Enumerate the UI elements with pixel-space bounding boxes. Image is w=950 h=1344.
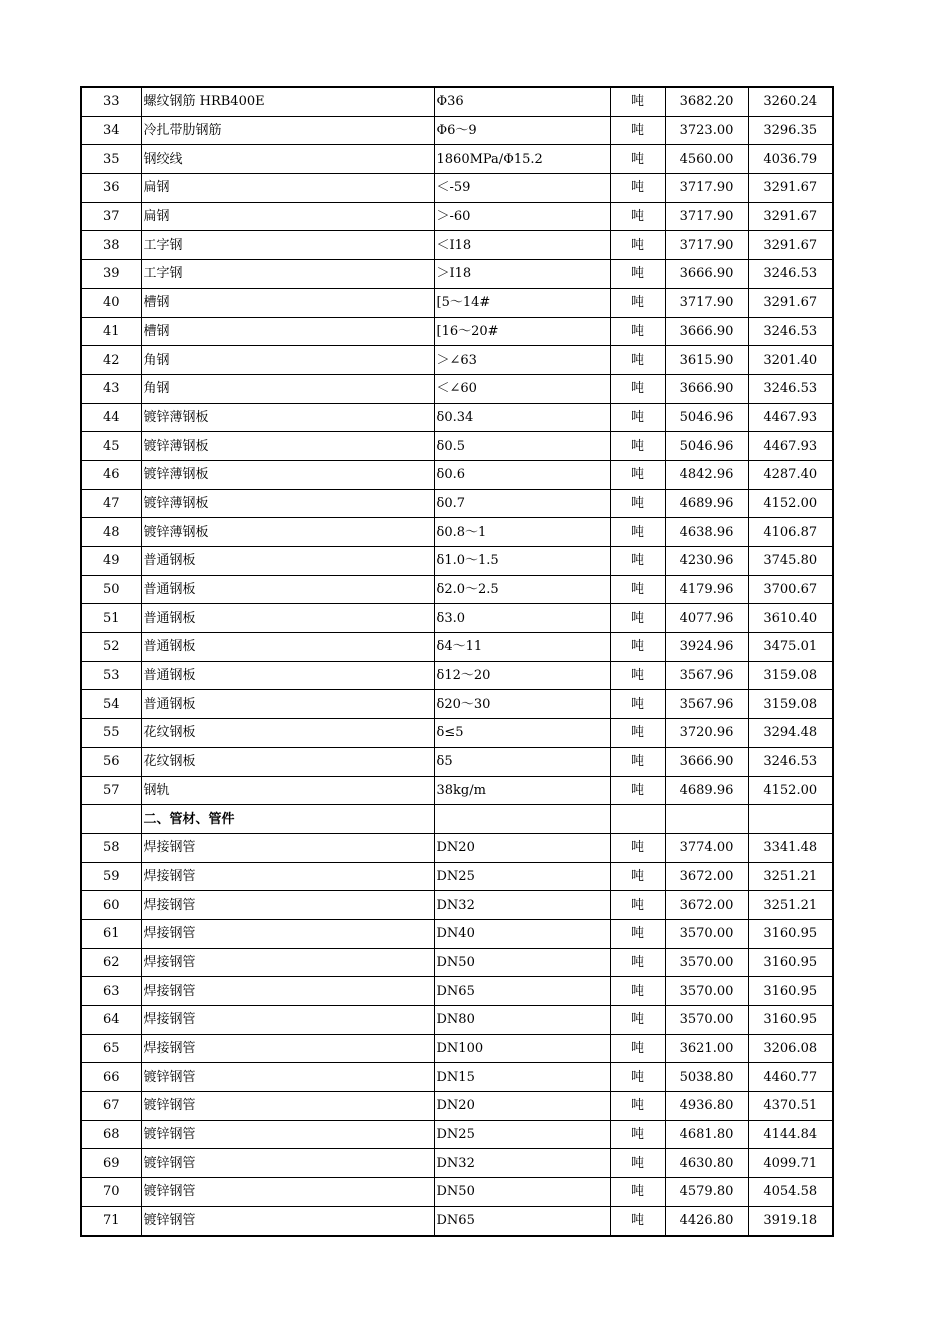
table-row: [81, 891, 833, 920]
unit-cell: 吨: [610, 1149, 665, 1178]
price-tax-excluded-cell: 3246.53: [748, 260, 833, 289]
material-name-cell: 镀锌钢管: [141, 1149, 434, 1178]
material-name-cell: 钢轨: [141, 776, 434, 805]
unit-cell: 吨: [610, 174, 665, 203]
unit-cell: 吨: [610, 1206, 665, 1235]
section-header-row: [81, 805, 833, 834]
price-tax-excluded-cell: 4152.00: [748, 776, 833, 805]
price-tax-included-cell: 3723.00: [665, 116, 748, 145]
unit-cell: 吨: [610, 747, 665, 776]
row-number-cell: 38: [81, 231, 141, 260]
price-tax-excluded-cell: [748, 805, 833, 834]
price-tax-included-cell: 3774.00: [665, 833, 748, 862]
price-tax-included-cell: 4230.96: [665, 547, 748, 576]
specification-cell: δ≤5: [434, 719, 610, 748]
row-number-cell: 39: [81, 260, 141, 289]
material-name-cell: 工字钢: [141, 260, 434, 289]
row-number-cell: 34: [81, 116, 141, 145]
price-tax-excluded-cell: 3260.24: [748, 87, 833, 116]
table-row: [81, 174, 833, 203]
specification-cell: ＜∠60: [434, 374, 610, 403]
row-number-cell: 48: [81, 518, 141, 547]
price-tax-included-cell: 4579.80: [665, 1178, 748, 1207]
row-number-cell: 68: [81, 1120, 141, 1149]
table-row: [81, 1034, 833, 1063]
specification-cell: DN32: [434, 891, 610, 920]
table-row: [81, 231, 833, 260]
row-number-cell: 66: [81, 1063, 141, 1092]
price-tax-excluded-cell: 4144.84: [748, 1120, 833, 1149]
unit-cell: 吨: [610, 288, 665, 317]
unit-cell: 吨: [610, 145, 665, 174]
price-tax-included-cell: 4936.80: [665, 1092, 748, 1121]
table-row: [81, 919, 833, 948]
row-number-cell: [81, 805, 141, 834]
row-number-cell: 52: [81, 633, 141, 662]
row-number-cell: 49: [81, 547, 141, 576]
table-row: [81, 719, 833, 748]
table-row: [81, 1063, 833, 1092]
material-name-cell: 镀锌钢管: [141, 1178, 434, 1207]
price-tax-included-cell: 3717.90: [665, 288, 748, 317]
price-tax-included-cell: 3666.90: [665, 317, 748, 346]
row-number-cell: 59: [81, 862, 141, 891]
price-tax-excluded-cell: 3201.40: [748, 346, 833, 375]
row-number-cell: 63: [81, 977, 141, 1006]
row-number-cell: 43: [81, 374, 141, 403]
material-name-cell: 二、管材、管件: [141, 805, 434, 834]
material-name-cell: 镀锌钢管: [141, 1063, 434, 1092]
price-tax-excluded-cell: 4467.93: [748, 432, 833, 461]
unit-cell: 吨: [610, 948, 665, 977]
price-table-body: [81, 87, 833, 1236]
unit-cell: 吨: [610, 518, 665, 547]
price-tax-excluded-cell: 4036.79: [748, 145, 833, 174]
material-name-cell: 镀锌钢管: [141, 1092, 434, 1121]
specification-cell: δ0.8～1: [434, 518, 610, 547]
table-row: [81, 1092, 833, 1121]
table-row: [81, 374, 833, 403]
price-tax-excluded-cell: 3206.08: [748, 1034, 833, 1063]
price-tax-included-cell: 4681.80: [665, 1120, 748, 1149]
row-number-cell: 47: [81, 489, 141, 518]
unit-cell: 吨: [610, 231, 665, 260]
specification-cell: DN32: [434, 1149, 610, 1178]
price-tax-excluded-cell: 3291.67: [748, 231, 833, 260]
specification-cell: DN15: [434, 1063, 610, 1092]
table-row: [81, 460, 833, 489]
price-tax-included-cell: 3717.90: [665, 174, 748, 203]
price-tax-included-cell: 3672.00: [665, 891, 748, 920]
unit-cell: 吨: [610, 403, 665, 432]
price-tax-excluded-cell: 4054.58: [748, 1178, 833, 1207]
material-name-cell: 镀锌钢管: [141, 1206, 434, 1235]
specification-cell: δ4～11: [434, 633, 610, 662]
material-name-cell: 工字钢: [141, 231, 434, 260]
price-tax-included-cell: 3717.90: [665, 231, 748, 260]
material-name-cell: 镀锌薄钢板: [141, 489, 434, 518]
row-number-cell: 64: [81, 1006, 141, 1035]
specification-cell: δ0.7: [434, 489, 610, 518]
material-name-cell: 普通钢板: [141, 633, 434, 662]
specification-cell: DN40: [434, 919, 610, 948]
unit-cell: 吨: [610, 460, 665, 489]
price-tax-included-cell: 4689.96: [665, 776, 748, 805]
unit-cell: 吨: [610, 432, 665, 461]
row-number-cell: 69: [81, 1149, 141, 1178]
unit-cell: 吨: [610, 1120, 665, 1149]
price-tax-included-cell: 3615.90: [665, 346, 748, 375]
price-tax-included-cell: 3720.96: [665, 719, 748, 748]
material-name-cell: 扁钢: [141, 174, 434, 203]
unit-cell: [610, 805, 665, 834]
table-row: [81, 317, 833, 346]
price-tax-excluded-cell: 3291.67: [748, 202, 833, 231]
table-row: [81, 1006, 833, 1035]
specification-cell: δ0.34: [434, 403, 610, 432]
price-tax-excluded-cell: 3700.67: [748, 575, 833, 604]
price-tax-included-cell: 5046.96: [665, 403, 748, 432]
unit-cell: 吨: [610, 346, 665, 375]
row-number-cell: 35: [81, 145, 141, 174]
unit-cell: 吨: [610, 260, 665, 289]
table-row: [81, 403, 833, 432]
specification-cell: DN25: [434, 1120, 610, 1149]
price-tax-excluded-cell: 3160.95: [748, 977, 833, 1006]
table-row: [81, 633, 833, 662]
specification-cell: δ5: [434, 747, 610, 776]
material-name-cell: 镀锌薄钢板: [141, 403, 434, 432]
row-number-cell: 37: [81, 202, 141, 231]
material-name-cell: 普通钢板: [141, 575, 434, 604]
unit-cell: 吨: [610, 604, 665, 633]
row-number-cell: 54: [81, 690, 141, 719]
material-name-cell: 焊接钢管: [141, 833, 434, 862]
material-name-cell: 普通钢板: [141, 661, 434, 690]
price-tax-excluded-cell: 3160.95: [748, 919, 833, 948]
unit-cell: 吨: [610, 116, 665, 145]
price-tax-included-cell: 3666.90: [665, 747, 748, 776]
specification-cell: ＜Ⅰ18: [434, 231, 610, 260]
table-row: [81, 747, 833, 776]
material-name-cell: 焊接钢管: [141, 948, 434, 977]
specification-cell: [434, 805, 610, 834]
price-tax-included-cell: 5038.80: [665, 1063, 748, 1092]
specification-cell: Φ6～9: [434, 116, 610, 145]
unit-cell: 吨: [610, 690, 665, 719]
unit-cell: 吨: [610, 1006, 665, 1035]
price-tax-included-cell: 5046.96: [665, 432, 748, 461]
specification-cell: δ1.0～1.5: [434, 547, 610, 576]
price-tax-included-cell: 3666.90: [665, 260, 748, 289]
unit-cell: 吨: [610, 489, 665, 518]
specification-cell: DN20: [434, 1092, 610, 1121]
table-row: [81, 260, 833, 289]
price-tax-excluded-cell: 4287.40: [748, 460, 833, 489]
unit-cell: 吨: [610, 202, 665, 231]
price-tax-included-cell: 3567.96: [665, 661, 748, 690]
price-tax-included-cell: 3570.00: [665, 977, 748, 1006]
price-tax-included-cell: 3666.90: [665, 374, 748, 403]
price-tax-excluded-cell: 4099.71: [748, 1149, 833, 1178]
specification-cell: DN100: [434, 1034, 610, 1063]
price-tax-included-cell: 3682.20: [665, 87, 748, 116]
specification-cell: δ3.0: [434, 604, 610, 633]
table-row: [81, 1206, 833, 1235]
specification-cell: ＞Ⅰ18: [434, 260, 610, 289]
material-name-cell: 焊接钢管: [141, 862, 434, 891]
price-tax-excluded-cell: 3610.40: [748, 604, 833, 633]
unit-cell: 吨: [610, 862, 665, 891]
price-tax-included-cell: 4842.96: [665, 460, 748, 489]
unit-cell: 吨: [610, 1034, 665, 1063]
material-name-cell: 镀锌薄钢板: [141, 432, 434, 461]
unit-cell: 吨: [610, 719, 665, 748]
unit-cell: 吨: [610, 1063, 665, 1092]
specification-cell: DN50: [434, 948, 610, 977]
price-tax-included-cell: 4638.96: [665, 518, 748, 547]
table-row: [81, 575, 833, 604]
price-tax-included-cell: 4077.96: [665, 604, 748, 633]
table-row: [81, 948, 833, 977]
specification-cell: ＞-60: [434, 202, 610, 231]
row-number-cell: 70: [81, 1178, 141, 1207]
price-tax-included-cell: 4630.80: [665, 1149, 748, 1178]
row-number-cell: 53: [81, 661, 141, 690]
specification-cell: δ0.5: [434, 432, 610, 461]
material-name-cell: 焊接钢管: [141, 977, 434, 1006]
table-row: [81, 288, 833, 317]
price-table: [80, 86, 834, 1237]
price-tax-included-cell: 3621.00: [665, 1034, 748, 1063]
unit-cell: 吨: [610, 633, 665, 662]
price-tax-excluded-cell: 3341.48: [748, 833, 833, 862]
material-name-cell: 扁钢: [141, 202, 434, 231]
price-tax-excluded-cell: 3291.67: [748, 174, 833, 203]
table-row: [81, 518, 833, 547]
unit-cell: 吨: [610, 891, 665, 920]
price-tax-excluded-cell: 4152.00: [748, 489, 833, 518]
specification-cell: 38kg/m: [434, 776, 610, 805]
table-row: [81, 661, 833, 690]
unit-cell: 吨: [610, 776, 665, 805]
price-tax-included-cell: 4560.00: [665, 145, 748, 174]
specification-cell: [16～20#: [434, 317, 610, 346]
table-row: [81, 1120, 833, 1149]
unit-cell: 吨: [610, 1178, 665, 1207]
row-number-cell: 61: [81, 919, 141, 948]
price-tax-included-cell: 3924.96: [665, 633, 748, 662]
price-tax-excluded-cell: 3160.95: [748, 948, 833, 977]
unit-cell: 吨: [610, 575, 665, 604]
row-number-cell: 62: [81, 948, 141, 977]
specification-cell: 1860MPa/Φ15.2: [434, 145, 610, 174]
specification-cell: ＜-59: [434, 174, 610, 203]
row-number-cell: 65: [81, 1034, 141, 1063]
price-tax-included-cell: 3567.96: [665, 690, 748, 719]
material-name-cell: 镀锌薄钢板: [141, 518, 434, 547]
row-number-cell: 44: [81, 403, 141, 432]
material-name-cell: 花纹钢板: [141, 747, 434, 776]
price-tax-excluded-cell: 3246.53: [748, 374, 833, 403]
unit-cell: 吨: [610, 374, 665, 403]
row-number-cell: 33: [81, 87, 141, 116]
row-number-cell: 46: [81, 460, 141, 489]
price-tax-excluded-cell: 3745.80: [748, 547, 833, 576]
specification-cell: δ20～30: [434, 690, 610, 719]
price-tax-included-cell: 4426.80: [665, 1206, 748, 1235]
table-row: [81, 977, 833, 1006]
price-tax-excluded-cell: 3246.53: [748, 747, 833, 776]
price-tax-included-cell: 3717.90: [665, 202, 748, 231]
unit-cell: 吨: [610, 1092, 665, 1121]
unit-cell: 吨: [610, 87, 665, 116]
material-name-cell: 花纹钢板: [141, 719, 434, 748]
row-number-cell: 36: [81, 174, 141, 203]
specification-cell: [5～14#: [434, 288, 610, 317]
price-tax-excluded-cell: 3251.21: [748, 862, 833, 891]
table-row: [81, 604, 833, 633]
table-row: [81, 547, 833, 576]
table-row: [81, 1178, 833, 1207]
material-name-cell: 槽钢: [141, 288, 434, 317]
price-tax-included-cell: 3570.00: [665, 919, 748, 948]
table-row: [81, 116, 833, 145]
material-name-cell: 普通钢板: [141, 547, 434, 576]
price-tax-included-cell: 3570.00: [665, 948, 748, 977]
table-row: [81, 202, 833, 231]
specification-cell: DN25: [434, 862, 610, 891]
specification-cell: DN50: [434, 1178, 610, 1207]
table-row: [81, 145, 833, 174]
material-name-cell: 普通钢板: [141, 604, 434, 633]
table-row: [81, 346, 833, 375]
price-tax-excluded-cell: 3251.21: [748, 891, 833, 920]
row-number-cell: 50: [81, 575, 141, 604]
unit-cell: 吨: [610, 919, 665, 948]
price-tax-excluded-cell: 4467.93: [748, 403, 833, 432]
material-name-cell: 角钢: [141, 346, 434, 375]
table-row: [81, 489, 833, 518]
price-tax-excluded-cell: 3160.95: [748, 1006, 833, 1035]
price-tax-excluded-cell: 4370.51: [748, 1092, 833, 1121]
row-number-cell: 60: [81, 891, 141, 920]
unit-cell: 吨: [610, 661, 665, 690]
row-number-cell: 57: [81, 776, 141, 805]
price-tax-excluded-cell: 4460.77: [748, 1063, 833, 1092]
price-tax-included-cell: 4689.96: [665, 489, 748, 518]
row-number-cell: 56: [81, 747, 141, 776]
row-number-cell: 71: [81, 1206, 141, 1235]
row-number-cell: 55: [81, 719, 141, 748]
material-name-cell: 槽钢: [141, 317, 434, 346]
price-tax-excluded-cell: 3291.67: [748, 288, 833, 317]
material-name-cell: 焊接钢管: [141, 1034, 434, 1063]
unit-cell: 吨: [610, 317, 665, 346]
price-tax-included-cell: 3672.00: [665, 862, 748, 891]
specification-cell: Φ36: [434, 87, 610, 116]
row-number-cell: 42: [81, 346, 141, 375]
row-number-cell: 40: [81, 288, 141, 317]
material-name-cell: 普通钢板: [141, 690, 434, 719]
material-name-cell: 螺纹钢筋 HRB400E: [141, 87, 434, 116]
price-tax-excluded-cell: 3475.01: [748, 633, 833, 662]
price-tax-excluded-cell: 3159.08: [748, 661, 833, 690]
table-row: [81, 690, 833, 719]
price-tax-excluded-cell: 3296.35: [748, 116, 833, 145]
table-row: [81, 432, 833, 461]
row-number-cell: 45: [81, 432, 141, 461]
row-number-cell: 41: [81, 317, 141, 346]
row-number-cell: 51: [81, 604, 141, 633]
material-name-cell: 焊接钢管: [141, 891, 434, 920]
row-number-cell: 58: [81, 833, 141, 862]
table-row: [81, 1149, 833, 1178]
material-name-cell: 焊接钢管: [141, 1006, 434, 1035]
price-tax-excluded-cell: 3246.53: [748, 317, 833, 346]
material-name-cell: 镀锌薄钢板: [141, 460, 434, 489]
unit-cell: 吨: [610, 547, 665, 576]
table-row: [81, 833, 833, 862]
material-name-cell: 冷扎带肋钢筋: [141, 116, 434, 145]
price-tax-excluded-cell: 4106.87: [748, 518, 833, 547]
price-tax-included-cell: 3570.00: [665, 1006, 748, 1035]
price-tax-included-cell: 4179.96: [665, 575, 748, 604]
material-name-cell: 钢绞线: [141, 145, 434, 174]
table-row: [81, 776, 833, 805]
specification-cell: DN80: [434, 1006, 610, 1035]
price-tax-excluded-cell: 3159.08: [748, 690, 833, 719]
table-row: [81, 87, 833, 116]
unit-cell: 吨: [610, 833, 665, 862]
price-tax-excluded-cell: 3919.18: [748, 1206, 833, 1235]
price-tax-excluded-cell: 3294.48: [748, 719, 833, 748]
specification-cell: DN65: [434, 977, 610, 1006]
specification-cell: DN65: [434, 1206, 610, 1235]
specification-cell: ＞∠63: [434, 346, 610, 375]
material-name-cell: 镀锌钢管: [141, 1120, 434, 1149]
material-name-cell: 角钢: [141, 374, 434, 403]
specification-cell: δ2.0～2.5: [434, 575, 610, 604]
unit-cell: 吨: [610, 977, 665, 1006]
specification-cell: δ0.6: [434, 460, 610, 489]
specification-cell: DN20: [434, 833, 610, 862]
table-row: [81, 862, 833, 891]
row-number-cell: 67: [81, 1092, 141, 1121]
price-tax-included-cell: [665, 805, 748, 834]
specification-cell: δ12～20: [434, 661, 610, 690]
material-name-cell: 焊接钢管: [141, 919, 434, 948]
